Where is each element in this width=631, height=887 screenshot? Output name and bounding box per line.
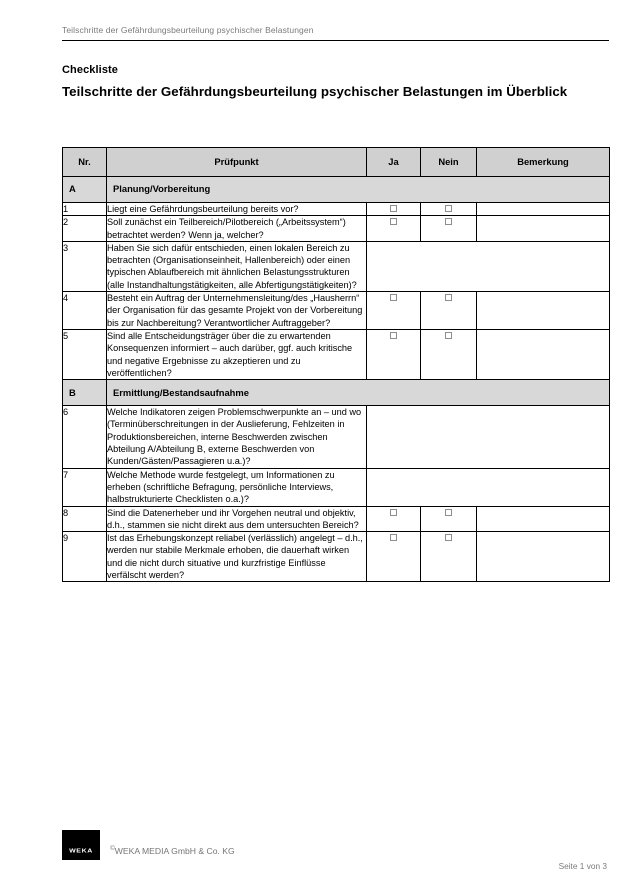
row-question-text: Ist das Erhebungskonzept reliabel (verlässlich) angelegt – d.h., werden nur stabile Merkmale erhoben, die dauerhaft wirken und die nicht durch situative und kurzfristige Einflüsse verfälscht werden?	[107, 532, 367, 582]
column-header-bemerkung: Bemerkung	[477, 148, 610, 177]
checkbox-nein[interactable]	[445, 534, 452, 541]
row-number: 1	[63, 203, 107, 216]
column-header-ja: Ja	[367, 148, 421, 177]
table-row	[63, 506, 610, 532]
checklist-table-body	[63, 177, 610, 582]
table-row	[63, 292, 610, 330]
checkbox-cell-ja[interactable]	[367, 532, 421, 582]
row-question-text: Liegt eine Gefährdungsbeurteilung bereits vor?	[107, 203, 367, 216]
checkbox-cell-ja[interactable]	[367, 203, 421, 216]
table-row	[63, 406, 610, 468]
row-question-text: Welche Indikatoren zeigen Problemschwerpunkte an – und wo (Terminüberschreitungen in der Auslieferung, Fehlzeiten in Produktionsbereichen, interne Beschwerden zwischen Abteilung A/Abteilung B, externe Beschwerden von Kunden/Gästen/Passagieren u.a.)?	[107, 406, 367, 468]
checklist-table	[62, 147, 610, 582]
page-number: Seite 1 von 3	[558, 861, 607, 871]
checkbox-ja[interactable]	[390, 294, 397, 301]
page-title: Teilschritte der Gefährdungsbeurteilung psychischer Belastungen im Überblick	[62, 84, 568, 99]
checkbox-cell-ja[interactable]	[367, 329, 421, 379]
checkbox-cell-nein[interactable]	[421, 329, 477, 379]
checkbox-nein[interactable]	[445, 509, 452, 516]
checkbox-cell-ja[interactable]	[367, 216, 421, 242]
column-header-nr: Nr.	[63, 148, 107, 177]
row-question-text: Sind die Datenerheber und ihr Vorgehen neutral und objektiv, d.h., stammen sie nicht direkt aus dem untersuchten Bereich?	[107, 506, 367, 532]
remark-cell[interactable]	[477, 216, 610, 242]
row-question-text: Besteht ein Auftrag der Unternehmensleitung/des „Hausherrn“ der Organisation für das gesamte Projekt von der Vorbereitung bis zur Nachbereitung? Verantwortlicher Auftraggeber?	[107, 292, 367, 330]
checkbox-ja[interactable]	[390, 205, 397, 212]
section-title: Planung/Vorbereitung	[107, 177, 610, 203]
checkbox-nein[interactable]	[445, 294, 452, 301]
checkbox-cell-ja[interactable]	[367, 292, 421, 330]
row-question-text: Haben Sie sich dafür entschieden, einen lokalen Bereich zu betrachten (Organisationseinheit, Hallenbereich) oder einen typischen Ablaufbereich mit ähnlichen Belastungsstrukturen (alle Instandhaltungstätigkeiten, alle Abfertigungstätigkeiten)?	[107, 241, 367, 291]
remark-cell[interactable]	[477, 203, 610, 216]
section-title: Ermittlung/Bestandsaufnahme	[107, 380, 610, 406]
remark-cell[interactable]	[367, 468, 610, 506]
document-footer	[62, 830, 609, 875]
remark-cell[interactable]	[477, 506, 610, 532]
checkbox-ja[interactable]	[390, 534, 397, 541]
checkbox-nein[interactable]	[445, 205, 452, 212]
table-row	[63, 216, 610, 242]
checkbox-cell-ja[interactable]	[367, 506, 421, 532]
weka-logo-text: WEKA	[69, 848, 93, 855]
table-row	[63, 468, 610, 506]
copyright-notice	[110, 845, 235, 856]
table-row	[63, 329, 610, 379]
remark-cell[interactable]	[367, 406, 610, 468]
row-number: 5	[63, 329, 107, 379]
section-letter: A	[63, 177, 107, 203]
row-number: 7	[63, 468, 107, 506]
remark-cell[interactable]	[477, 292, 610, 330]
table-row	[63, 532, 610, 582]
column-header-pruefpunkt: Prüfpunkt	[107, 148, 367, 177]
checkbox-cell-nein[interactable]	[421, 216, 477, 242]
checkbox-cell-nein[interactable]	[421, 203, 477, 216]
remark-cell[interactable]	[477, 532, 610, 582]
table-section-row	[63, 380, 610, 406]
table-header-row	[63, 148, 610, 177]
checkbox-ja[interactable]	[390, 332, 397, 339]
table-section-row	[63, 177, 610, 203]
row-number: 9	[63, 532, 107, 582]
running-header	[62, 24, 609, 36]
copyright-icon: ©	[110, 845, 115, 852]
table-row	[63, 241, 610, 291]
row-number: 3	[63, 241, 107, 291]
checkbox-cell-nein[interactable]	[421, 506, 477, 532]
row-number: 6	[63, 406, 107, 468]
row-question-text: Soll zunächst ein Teilbereich/Pilotbereich („Arbeitssystem“) betrachtet werden? Wenn ja, welcher?	[107, 216, 367, 242]
table-row	[63, 203, 610, 216]
header-rule	[62, 40, 609, 41]
remark-cell[interactable]	[367, 241, 610, 291]
copyright-text: WEKA MEDIA GmbH & Co. KG	[114, 845, 235, 856]
checklist-table-container	[62, 147, 609, 582]
section-letter: B	[63, 380, 107, 406]
row-number: 8	[63, 506, 107, 532]
checkbox-ja[interactable]	[390, 218, 397, 225]
checkbox-cell-nein[interactable]	[421, 532, 477, 582]
column-header-nein: Nein	[421, 148, 477, 177]
checkbox-cell-nein[interactable]	[421, 292, 477, 330]
row-number: 2	[63, 216, 107, 242]
row-question-text: Sind alle Entscheidungsträger über die zu erwartenden Konsequenzen informiert – auch darüber, ggf. auch kritische und negative Ergebnisse zu akzeptieren und zu veröffentlichen?	[107, 329, 367, 379]
checkbox-ja[interactable]	[390, 509, 397, 516]
document-kicker: Checkliste	[62, 64, 119, 76]
title-block	[62, 63, 602, 101]
checkbox-nein[interactable]	[445, 332, 452, 339]
weka-logo	[62, 830, 100, 860]
remark-cell[interactable]	[477, 329, 610, 379]
row-number: 4	[63, 292, 107, 330]
row-question-text: Welche Methode wurde festgelegt, um Informationen zu erheben (schriftliche Befragung, persönliche Interviews, halbstrukturierte Checklisten o.a.)?	[107, 468, 367, 506]
checkbox-nein[interactable]	[445, 218, 452, 225]
running-header-title: Teilschritte der Gefährdungsbeurteilung psychischer Belastungen	[62, 25, 314, 35]
